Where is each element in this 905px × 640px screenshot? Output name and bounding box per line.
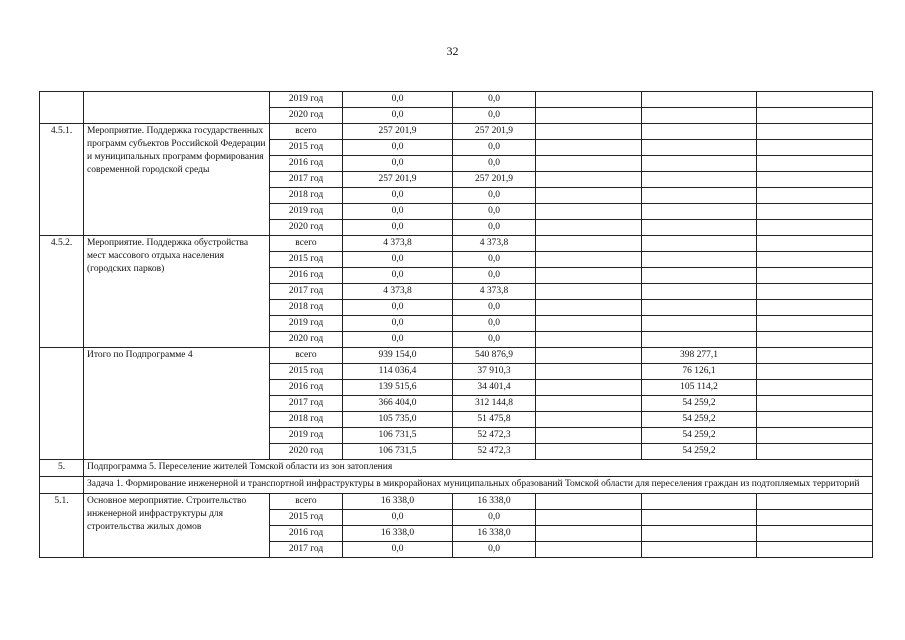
local-cell: 54 259,2 xyxy=(642,444,757,460)
year-cell: 2020 год xyxy=(270,444,343,460)
other-cell xyxy=(757,300,873,316)
total-cell: 0,0 xyxy=(343,220,453,236)
year-cell: 2017 год xyxy=(270,396,343,412)
regional-cell xyxy=(536,108,642,124)
task-title: Задача 1. Формирование инженерной и транспортной инфраструктуры в микрорайонах муниципальных образований Томской области для переселения граждан из подтопляемых территорий xyxy=(84,477,873,494)
year-cell: всего xyxy=(270,494,343,510)
federal-cell: 0,0 xyxy=(453,108,536,124)
local-cell xyxy=(642,188,757,204)
regional-cell xyxy=(536,332,642,348)
federal-cell: 0,0 xyxy=(453,92,536,108)
regional-cell xyxy=(536,348,642,364)
regional-cell xyxy=(536,510,642,526)
other-cell xyxy=(757,494,873,510)
local-cell xyxy=(642,268,757,284)
other-cell xyxy=(757,526,873,542)
local-cell: 76 126,1 xyxy=(642,364,757,380)
task-row xyxy=(40,477,873,494)
federal-cell: 16 338,0 xyxy=(453,494,536,510)
other-cell xyxy=(757,172,873,188)
other-cell xyxy=(757,108,873,124)
subprogram-number: 5. xyxy=(40,460,84,477)
total-cell: 0,0 xyxy=(343,92,453,108)
other-cell xyxy=(757,364,873,380)
local-cell xyxy=(642,140,757,156)
total-cell: 105 735,0 xyxy=(343,412,453,428)
item-number: 4.5.1. xyxy=(40,124,84,236)
regional-cell xyxy=(536,300,642,316)
regional-cell xyxy=(536,124,642,140)
other-cell xyxy=(757,542,873,558)
total-cell: 0,0 xyxy=(343,542,453,558)
federal-cell: 540 876,9 xyxy=(453,348,536,364)
total-cell: 0,0 xyxy=(343,268,453,284)
regional-cell xyxy=(536,156,642,172)
table-row xyxy=(40,348,873,364)
federal-cell: 0,0 xyxy=(453,140,536,156)
year-cell: 2020 год xyxy=(270,220,343,236)
total-cell: 4 373,8 xyxy=(343,236,453,252)
total-cell: 16 338,0 xyxy=(343,526,453,542)
year-cell: 2019 год xyxy=(270,316,343,332)
item-name: Основное мероприятие. Строительство инженерной инфраструктуры для строительства жилых домов xyxy=(84,494,270,558)
task-number xyxy=(40,477,84,494)
local-cell xyxy=(642,494,757,510)
regional-cell xyxy=(536,92,642,108)
other-cell xyxy=(757,428,873,444)
year-cell: 2016 год xyxy=(270,526,343,542)
year-cell: всего xyxy=(270,348,343,364)
regional-cell xyxy=(536,204,642,220)
federal-cell: 257 201,9 xyxy=(453,124,536,140)
federal-cell: 0,0 xyxy=(453,156,536,172)
year-cell: 2017 год xyxy=(270,172,343,188)
total-cell: 0,0 xyxy=(343,300,453,316)
local-cell: 54 259,2 xyxy=(642,396,757,412)
regional-cell xyxy=(536,364,642,380)
year-cell: 2016 год xyxy=(270,156,343,172)
other-cell xyxy=(757,348,873,364)
regional-cell xyxy=(536,412,642,428)
year-cell: 2020 год xyxy=(270,332,343,348)
regional-cell xyxy=(536,284,642,300)
total-cell: 114 036,4 xyxy=(343,364,453,380)
total-cell: 366 404,0 xyxy=(343,396,453,412)
local-cell xyxy=(642,316,757,332)
regional-cell xyxy=(536,494,642,510)
federal-cell: 0,0 xyxy=(453,204,536,220)
regional-cell xyxy=(536,188,642,204)
federal-cell: 0,0 xyxy=(453,220,536,236)
other-cell xyxy=(757,204,873,220)
regional-cell xyxy=(536,380,642,396)
year-cell: 2019 год xyxy=(270,204,343,220)
other-cell xyxy=(757,510,873,526)
federal-cell: 16 338,0 xyxy=(453,526,536,542)
total-cell: 0,0 xyxy=(343,140,453,156)
total-cell: 16 338,0 xyxy=(343,494,453,510)
regional-cell xyxy=(536,172,642,188)
regional-cell xyxy=(536,252,642,268)
local-cell xyxy=(642,252,757,268)
regional-cell xyxy=(536,542,642,558)
item-number: 5.1. xyxy=(40,494,84,558)
federal-cell: 0,0 xyxy=(453,316,536,332)
local-cell xyxy=(642,220,757,236)
federal-cell: 4 373,8 xyxy=(453,284,536,300)
local-cell xyxy=(642,284,757,300)
year-cell: 2016 год xyxy=(270,268,343,284)
total-cell: 0,0 xyxy=(343,108,453,124)
local-cell xyxy=(642,542,757,558)
local-cell xyxy=(642,124,757,140)
item-number: 4.5.2. xyxy=(40,236,84,348)
regional-cell xyxy=(536,428,642,444)
budget-table xyxy=(39,91,873,558)
regional-cell xyxy=(536,396,642,412)
total-cell: 0,0 xyxy=(343,510,453,526)
item-number xyxy=(40,348,84,460)
year-cell: всего xyxy=(270,236,343,252)
total-cell: 939 154,0 xyxy=(343,348,453,364)
year-cell: 2017 год xyxy=(270,542,343,558)
regional-cell xyxy=(536,140,642,156)
table-row xyxy=(40,92,873,108)
local-cell: 54 259,2 xyxy=(642,428,757,444)
federal-cell: 4 373,8 xyxy=(453,236,536,252)
other-cell xyxy=(757,316,873,332)
federal-cell: 0,0 xyxy=(453,542,536,558)
total-cell: 0,0 xyxy=(343,316,453,332)
year-cell: 2016 год xyxy=(270,380,343,396)
total-cell: 257 201,9 xyxy=(343,124,453,140)
year-cell: 2018 год xyxy=(270,412,343,428)
table-row xyxy=(40,236,873,252)
total-cell: 0,0 xyxy=(343,156,453,172)
other-cell xyxy=(757,444,873,460)
other-cell xyxy=(757,124,873,140)
subprogram-row xyxy=(40,460,873,477)
local-cell xyxy=(642,236,757,252)
other-cell xyxy=(757,268,873,284)
year-cell: 2015 год xyxy=(270,140,343,156)
other-cell xyxy=(757,220,873,236)
federal-cell: 0,0 xyxy=(453,332,536,348)
other-cell xyxy=(757,380,873,396)
local-cell: 54 259,2 xyxy=(642,412,757,428)
total-cell: 4 373,8 xyxy=(343,284,453,300)
item-name: Итого по Подпрограмме 4 xyxy=(84,348,270,460)
federal-cell: 37 910,3 xyxy=(453,364,536,380)
federal-cell: 52 472,3 xyxy=(453,428,536,444)
federal-cell: 34 401,4 xyxy=(453,380,536,396)
regional-cell xyxy=(536,220,642,236)
regional-cell xyxy=(536,526,642,542)
table-row xyxy=(40,494,873,510)
total-cell: 0,0 xyxy=(343,252,453,268)
local-cell: 105 114,2 xyxy=(642,380,757,396)
other-cell xyxy=(757,140,873,156)
local-cell xyxy=(642,510,757,526)
federal-cell: 0,0 xyxy=(453,510,536,526)
federal-cell: 0,0 xyxy=(453,252,536,268)
local-cell xyxy=(642,108,757,124)
regional-cell xyxy=(536,268,642,284)
subprogram-title: Подпрограмма 5. Переселение жителей Томской области из зон затопления xyxy=(84,460,873,477)
year-cell: 2017 год xyxy=(270,284,343,300)
year-cell: 2015 год xyxy=(270,510,343,526)
item-number xyxy=(40,92,84,124)
year-cell: 2020 год xyxy=(270,108,343,124)
other-cell xyxy=(757,396,873,412)
year-cell: всего xyxy=(270,124,343,140)
local-cell xyxy=(642,526,757,542)
total-cell: 106 731,5 xyxy=(343,444,453,460)
regional-cell xyxy=(536,236,642,252)
other-cell xyxy=(757,92,873,108)
local-cell xyxy=(642,92,757,108)
year-cell: 2018 год xyxy=(270,188,343,204)
total-cell: 257 201,9 xyxy=(343,172,453,188)
regional-cell xyxy=(536,316,642,332)
total-cell: 0,0 xyxy=(343,188,453,204)
total-cell: 0,0 xyxy=(343,332,453,348)
federal-cell: 0,0 xyxy=(453,268,536,284)
table-row xyxy=(40,124,873,140)
item-name: Мероприятие. Поддержка государственных программ субъектов Российской Федерации и муниципальных программ формирования современной городской среды xyxy=(84,124,270,236)
item-name xyxy=(84,92,270,124)
year-cell: 2019 год xyxy=(270,428,343,444)
item-name: Мероприятие. Поддержка обустройства мест массового отдыха населения (городских парков) xyxy=(84,236,270,348)
other-cell xyxy=(757,332,873,348)
year-cell: 2015 год xyxy=(270,252,343,268)
total-cell: 106 731,5 xyxy=(343,428,453,444)
local-cell xyxy=(642,332,757,348)
local-cell xyxy=(642,172,757,188)
federal-cell: 312 144,8 xyxy=(453,396,536,412)
federal-cell: 52 472,3 xyxy=(453,444,536,460)
federal-cell: 0,0 xyxy=(453,188,536,204)
year-cell: 2018 год xyxy=(270,300,343,316)
local-cell xyxy=(642,204,757,220)
other-cell xyxy=(757,252,873,268)
local-cell xyxy=(642,300,757,316)
federal-cell: 51 475,8 xyxy=(453,412,536,428)
regional-cell xyxy=(536,444,642,460)
other-cell xyxy=(757,236,873,252)
other-cell xyxy=(757,156,873,172)
other-cell xyxy=(757,284,873,300)
year-cell: 2015 год xyxy=(270,364,343,380)
other-cell xyxy=(757,188,873,204)
federal-cell: 257 201,9 xyxy=(453,172,536,188)
local-cell: 398 277,1 xyxy=(642,348,757,364)
federal-cell: 0,0 xyxy=(453,300,536,316)
year-cell: 2019 год xyxy=(270,92,343,108)
other-cell xyxy=(757,412,873,428)
page-number: 32 xyxy=(446,44,459,58)
total-cell: 0,0 xyxy=(343,204,453,220)
total-cell: 139 515,6 xyxy=(343,380,453,396)
local-cell xyxy=(642,156,757,172)
